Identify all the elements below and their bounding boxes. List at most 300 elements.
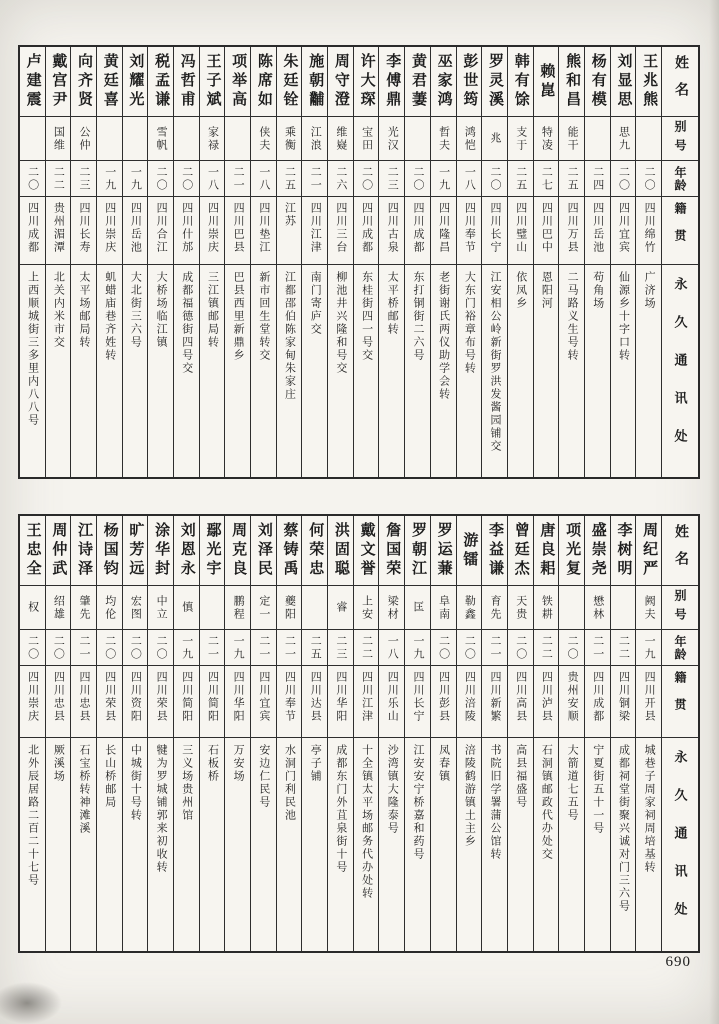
person-alias <box>482 117 507 161</box>
person-native-place <box>302 197 327 265</box>
person-age-text: 二一 <box>283 634 296 661</box>
person-address <box>534 738 559 951</box>
person-native-text: 四川涪陵 <box>463 671 476 723</box>
person-age-text: 二五 <box>283 165 296 192</box>
person-native-place <box>97 197 122 265</box>
person-alias-text: 肇先 <box>78 594 91 621</box>
person-name <box>302 516 327 586</box>
person-name <box>174 47 199 117</box>
person-address <box>508 265 533 477</box>
person-native-place <box>71 666 96 738</box>
person-age <box>200 630 225 666</box>
person-native-place <box>559 666 584 738</box>
person-name <box>97 516 122 586</box>
person-name <box>354 516 379 586</box>
header-address <box>662 265 698 477</box>
person-address <box>46 265 71 477</box>
person-name-text: 鄢光宇 <box>204 522 221 579</box>
person-name-text: 赖崑 <box>538 62 555 101</box>
person-column <box>327 47 353 477</box>
person-native-place <box>148 666 173 738</box>
person-native-place <box>559 197 584 265</box>
person-name-text: 彭世筠 <box>461 53 478 110</box>
person-name-text: 向齐贤 <box>76 53 93 110</box>
person-name-text: 税孟谦 <box>153 53 170 110</box>
person-column <box>481 47 507 477</box>
person-address <box>328 738 353 951</box>
person-age-text: 二〇 <box>103 634 116 661</box>
person-column <box>276 47 302 477</box>
person-name-text: 王兆熊 <box>641 53 658 110</box>
person-alias-text: 上安 <box>360 594 373 621</box>
person-address-text: 苟角场 <box>591 271 604 310</box>
person-alias <box>148 586 173 630</box>
person-address <box>559 738 584 951</box>
person-native-text: 四川新繁 <box>489 671 502 723</box>
person-address-text: 二马路义生号转 <box>566 271 579 362</box>
person-age <box>148 630 173 666</box>
person-age <box>225 630 250 666</box>
person-age <box>508 630 533 666</box>
person-address-text: 宁夏街五十一号 <box>591 744 604 835</box>
person-alias-text: 江浪 <box>309 125 322 152</box>
person-address <box>251 265 276 477</box>
directory-table-bottom <box>18 514 700 953</box>
person-name <box>251 516 276 586</box>
person-column <box>507 516 533 951</box>
person-alias-text: 绍雄 <box>52 594 65 621</box>
person-age <box>482 161 507 197</box>
person-address <box>405 738 430 951</box>
person-native-place <box>328 197 353 265</box>
person-address <box>20 265 45 477</box>
person-age <box>174 630 199 666</box>
person-alias-text: 兆 <box>489 132 502 145</box>
person-name-text: 许大琛 <box>358 53 375 110</box>
person-alias <box>277 117 302 161</box>
person-alias-text: 阜南 <box>437 594 450 621</box>
person-name-text: 王子斌 <box>204 53 221 110</box>
person-address-text: 广济场 <box>643 271 656 310</box>
person-name-text: 杨有模 <box>589 53 606 110</box>
person-alias <box>225 586 250 630</box>
header-age <box>662 630 698 666</box>
person-native-place <box>457 197 482 265</box>
person-age-text: 二〇 <box>180 165 193 192</box>
person-age <box>251 161 276 197</box>
person-native-place <box>431 666 456 738</box>
person-name-text: 盛崇尧 <box>589 522 606 579</box>
person-native-text: 四川长宁 <box>411 671 424 723</box>
person-native-place <box>97 666 122 738</box>
person-alias-text: 维嶷 <box>334 125 347 152</box>
person-alias <box>225 117 250 161</box>
person-address <box>277 265 302 477</box>
person-column <box>353 516 379 951</box>
person-address <box>225 738 250 951</box>
person-address <box>174 265 199 477</box>
person-native-place <box>534 666 559 738</box>
person-native-text: 四川岳池 <box>591 202 604 254</box>
person-name <box>379 47 404 117</box>
person-alias-text: 鸿恺 <box>463 125 476 152</box>
person-alias-text: 育先 <box>489 594 502 621</box>
person-alias <box>123 586 148 630</box>
person-alias <box>71 117 96 161</box>
scan-edge-shadow <box>709 0 719 1024</box>
person-address-text: 安边仁民号 <box>257 744 270 809</box>
person-address <box>431 265 456 477</box>
person-alias <box>174 117 199 161</box>
person-name-text: 周守澄 <box>332 53 349 110</box>
person-column <box>481 516 507 951</box>
person-native-text: 四川成都 <box>411 202 424 254</box>
person-alias <box>379 586 404 630</box>
person-native-place <box>123 197 148 265</box>
person-age <box>482 630 507 666</box>
person-name <box>482 516 507 586</box>
person-alias-text: 特凌 <box>540 125 553 152</box>
person-name-text: 李树明 <box>615 522 632 579</box>
person-age <box>277 630 302 666</box>
person-age <box>534 630 559 666</box>
person-name-text: 巫家鸿 <box>435 53 452 110</box>
person-age-text: 二〇 <box>463 634 476 661</box>
person-address-text: 太平桥邮转 <box>386 271 399 336</box>
person-address <box>585 738 610 951</box>
person-native-place <box>379 666 404 738</box>
person-age-text: 二二 <box>617 634 630 661</box>
person-address-text: 江安相公岭新街罗洪发酱园铺交 <box>489 271 502 453</box>
person-age-text: 二〇 <box>26 165 39 192</box>
person-name <box>225 47 250 117</box>
header-alias-label: 别号 <box>673 119 687 158</box>
person-native-text: 四川忠县 <box>78 671 91 723</box>
person-address-text: 江安安宁桥嘉和药号 <box>411 744 424 861</box>
person-name <box>302 47 327 117</box>
person-alias <box>508 586 533 630</box>
person-native-text: 四川华阳 <box>232 671 245 723</box>
header-column <box>661 47 698 477</box>
person-age-text: 二〇 <box>26 634 39 661</box>
person-name-text: 刘显思 <box>615 53 632 110</box>
person-alias <box>379 117 404 161</box>
person-age-text: 二一 <box>232 165 245 192</box>
person-address <box>405 265 430 477</box>
person-address-text: 恩阳河 <box>540 271 553 310</box>
person-name <box>46 516 71 586</box>
person-age <box>559 630 584 666</box>
person-age <box>123 630 148 666</box>
person-name <box>559 47 584 117</box>
person-name-text: 涂华封 <box>153 522 170 579</box>
person-age <box>431 161 456 197</box>
person-address <box>431 738 456 951</box>
person-alias <box>534 117 559 161</box>
person-age-text: 二〇 <box>617 165 630 192</box>
person-address-text: 十全镇太平场邮务代办处转 <box>360 744 373 900</box>
person-address <box>200 738 225 951</box>
person-native-place <box>611 197 636 265</box>
person-name <box>123 516 148 586</box>
person-native-place <box>46 197 71 265</box>
person-column <box>533 47 559 477</box>
header-address-label: 永久通讯处 <box>672 750 688 940</box>
header-name-label: 姓名 <box>673 54 688 109</box>
person-column <box>70 47 96 477</box>
person-native-text: 四川荣县 <box>103 671 116 723</box>
person-name-text: 詹国荣 <box>384 522 401 579</box>
person-native-text: 四川崇庆 <box>103 202 116 254</box>
person-address <box>457 265 482 477</box>
person-alias-text: 宏图 <box>129 594 142 621</box>
header-alias <box>662 586 698 630</box>
person-native-text: 四川宜宾 <box>257 671 270 723</box>
person-column <box>533 516 559 951</box>
person-native-text: 四川资阳 <box>129 671 142 723</box>
person-address <box>123 265 148 477</box>
person-alias-text: 匡 <box>411 601 424 614</box>
person-native-text: 四川成都 <box>591 671 604 723</box>
person-column <box>635 47 661 477</box>
person-column <box>276 516 302 951</box>
person-name-text: 曾廷杰 <box>512 522 529 579</box>
person-age <box>302 630 327 666</box>
person-name <box>611 47 636 117</box>
person-alias <box>302 586 327 630</box>
person-native-place <box>457 666 482 738</box>
person-address <box>200 265 225 477</box>
person-age-text: 二二 <box>540 634 553 661</box>
person-age <box>431 630 456 666</box>
person-address <box>251 738 276 951</box>
person-age <box>20 161 45 197</box>
person-age-text: 一九 <box>232 634 245 661</box>
person-age-text: 二一 <box>206 634 219 661</box>
person-address-text: 高县福盛号 <box>514 744 527 809</box>
person-native-text: 四川隆昌 <box>437 202 450 254</box>
person-alias-text: 家禄 <box>206 125 219 152</box>
person-age-text: 一八 <box>386 634 399 661</box>
person-native-place <box>71 197 96 265</box>
person-column <box>20 47 45 477</box>
header-native-label: 籍贯 <box>673 671 687 725</box>
person-alias <box>405 117 430 161</box>
person-address <box>225 265 250 477</box>
person-name <box>611 516 636 586</box>
person-native-place <box>482 197 507 265</box>
person-native-place <box>174 197 199 265</box>
person-address <box>482 265 507 477</box>
person-address-text: 亭子铺 <box>309 744 322 783</box>
person-age <box>148 161 173 197</box>
person-native-text: 四川江津 <box>309 202 322 254</box>
person-name-text: 周纪严 <box>641 522 658 579</box>
person-age-text: 一九 <box>643 634 656 661</box>
person-column <box>301 47 327 477</box>
person-address <box>71 738 96 951</box>
person-age <box>457 630 482 666</box>
person-alias <box>354 117 379 161</box>
person-alias <box>636 117 661 161</box>
person-native-text: 四川巴中 <box>540 202 553 254</box>
header-native-label: 籍贯 <box>673 202 687 256</box>
person-alias <box>97 117 122 161</box>
person-address <box>148 738 173 951</box>
person-address-text: 长山桥邮局 <box>103 744 116 809</box>
person-address-text: 成都福德街四号交 <box>180 271 193 375</box>
person-column <box>327 516 353 951</box>
person-age-text: 一九 <box>411 634 424 661</box>
person-column <box>199 47 225 477</box>
person-age-text: 二〇 <box>360 165 373 192</box>
person-address <box>559 265 584 477</box>
person-age-text: 二一 <box>309 165 322 192</box>
person-address <box>354 265 379 477</box>
person-address-text: 巴县西里新鼎乡 <box>232 271 245 362</box>
person-address-text: 万安场 <box>232 744 245 783</box>
person-address <box>379 265 404 477</box>
person-age-text: 二四 <box>591 165 604 192</box>
person-native-text: 四川荣县 <box>155 671 168 723</box>
person-native-text: 四川长宁 <box>489 202 502 254</box>
page-number: 690 <box>665 954 691 970</box>
person-native-text: 四川达县 <box>309 671 322 723</box>
person-native-place <box>200 666 225 738</box>
person-name <box>148 47 173 117</box>
person-native-place <box>225 666 250 738</box>
person-native-text: 四川古泉 <box>386 202 399 254</box>
person-name-text: 王忠全 <box>24 522 41 579</box>
person-alias <box>251 586 276 630</box>
person-age <box>405 161 430 197</box>
person-name-text: 周仲武 <box>50 522 67 579</box>
person-name-text: 项举高 <box>230 53 247 110</box>
person-alias-text: 鹏程 <box>232 594 245 621</box>
person-address <box>174 738 199 951</box>
person-address-text: 东桂街四一号交 <box>360 271 373 362</box>
person-age <box>328 161 353 197</box>
person-native-place <box>174 666 199 738</box>
person-age <box>611 161 636 197</box>
person-name <box>225 516 250 586</box>
person-column <box>224 47 250 477</box>
person-name-text: 罗朝江 <box>409 522 426 579</box>
person-name-text: 冯哲甫 <box>178 53 195 110</box>
person-age <box>123 161 148 197</box>
person-native-place <box>20 666 45 738</box>
person-address-text: 大桥场临江镇 <box>155 271 168 349</box>
person-alias-text: 侠夫 <box>257 125 270 152</box>
person-column <box>147 516 173 951</box>
header-name-label: 姓名 <box>673 523 688 578</box>
person-age-text: 一八 <box>463 165 476 192</box>
person-address <box>636 265 661 477</box>
person-name <box>354 47 379 117</box>
person-name-text: 施朝黼 <box>307 53 324 110</box>
person-alias <box>457 117 482 161</box>
person-age <box>405 630 430 666</box>
person-address-text: 依凤乡 <box>514 271 527 310</box>
person-column <box>250 47 276 477</box>
person-name <box>123 47 148 117</box>
person-alias <box>277 586 302 630</box>
person-name-text: 周克良 <box>230 522 247 579</box>
person-native-place <box>200 197 225 265</box>
person-column <box>610 516 636 951</box>
person-name <box>71 516 96 586</box>
person-age <box>251 630 276 666</box>
person-name-text: 唐良耜 <box>538 522 555 579</box>
person-alias-text: 中立 <box>155 594 168 621</box>
person-column <box>20 516 45 951</box>
person-native-place <box>585 197 610 265</box>
person-native-place <box>251 197 276 265</box>
person-name <box>508 47 533 117</box>
person-alias-text: 国维 <box>52 125 65 152</box>
person-age-text: 二〇 <box>155 634 168 661</box>
person-address-text: 水洞门利民池 <box>283 744 296 822</box>
header-name <box>662 516 698 586</box>
person-column <box>430 516 456 951</box>
person-age-text: 二〇 <box>155 165 168 192</box>
person-native-text: 贵州湄潭 <box>52 202 65 254</box>
person-address <box>482 738 507 951</box>
person-column <box>250 516 276 951</box>
person-address-text: 成都祠堂街聚兴诚对门三六号 <box>617 744 630 913</box>
person-name-text: 罗运蒹 <box>435 522 452 579</box>
person-age <box>636 630 661 666</box>
person-name <box>431 516 456 586</box>
person-name <box>534 47 559 117</box>
person-column <box>122 47 148 477</box>
person-address <box>611 738 636 951</box>
person-age-text: 一九 <box>129 165 142 192</box>
person-age <box>508 161 533 197</box>
person-alias <box>46 586 71 630</box>
person-age-text: 二〇 <box>643 165 656 192</box>
person-age <box>328 630 353 666</box>
person-name-text: 韩有馀 <box>512 53 529 110</box>
person-native-text: 四川璧山 <box>514 202 527 254</box>
person-age-text: 二〇 <box>566 634 579 661</box>
person-column <box>96 516 122 951</box>
person-name <box>405 516 430 586</box>
person-name-text: 卢建震 <box>24 53 41 110</box>
person-age-text: 二一 <box>489 634 502 661</box>
person-address-text: 石洞镇邮政代办处交 <box>540 744 553 861</box>
person-alias <box>354 586 379 630</box>
person-address-text: 太平场邮局转 <box>78 271 91 349</box>
person-column <box>456 47 482 477</box>
person-name <box>200 516 225 586</box>
scan-smudge <box>0 982 62 1024</box>
person-address-text: 北关内米市交 <box>52 271 65 349</box>
person-address <box>611 265 636 477</box>
person-age-text: 二一 <box>78 634 91 661</box>
person-native-text: 四川彭县 <box>437 671 450 723</box>
person-age <box>97 161 122 197</box>
person-alias <box>251 117 276 161</box>
person-alias-text: 阙夫 <box>643 594 656 621</box>
person-age <box>71 630 96 666</box>
person-column <box>430 47 456 477</box>
header-address <box>662 738 698 951</box>
person-native-text: 四川华阳 <box>334 671 347 723</box>
person-name <box>71 47 96 117</box>
person-alias-text: 宝田 <box>360 125 373 152</box>
person-age <box>379 161 404 197</box>
